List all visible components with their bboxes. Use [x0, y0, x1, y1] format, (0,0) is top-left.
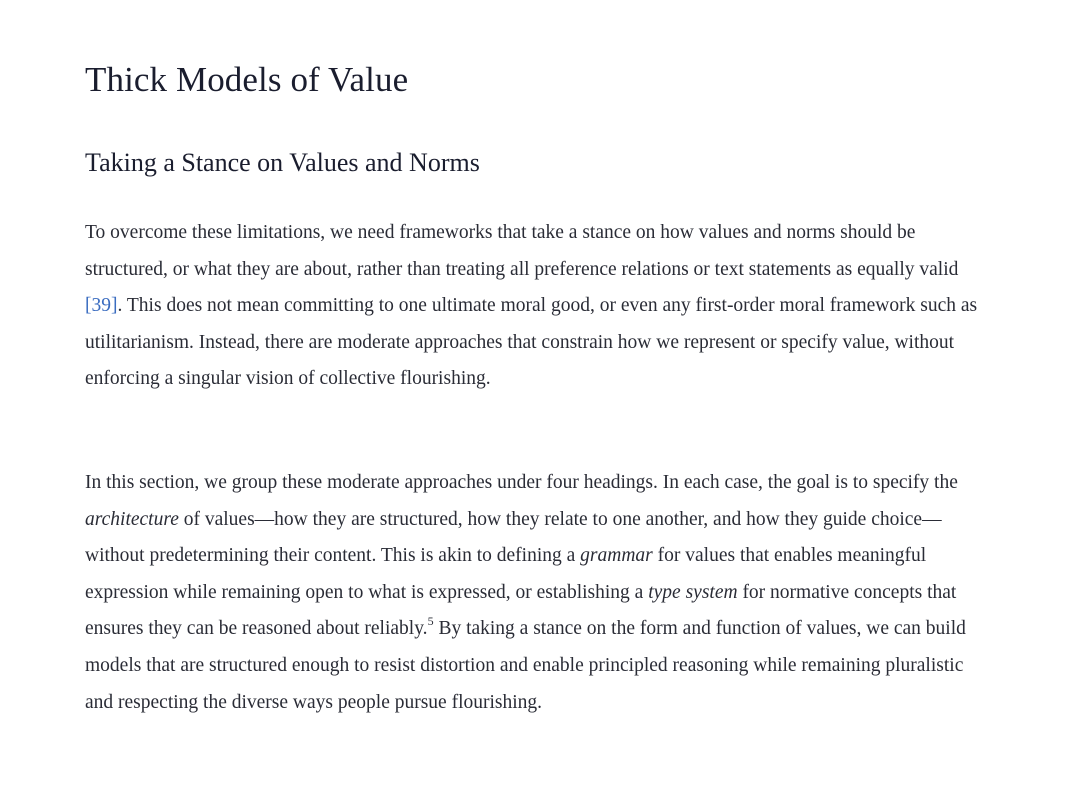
footnote-marker[interactable]: 5: [427, 613, 434, 628]
paragraph-text: for values that enables meaningful expression while remaining open to what is expressed, or establishing a: [85, 545, 927, 603]
paragraph-text: To overcome these limitations, we need frameworks that take a stance on how values and norms should be structured, or what they are about, rather than treating all preference relations or text statements as equally valid: [85, 222, 959, 280]
citation-number: 39: [91, 295, 111, 317]
section-heading: Taking a Stance on Values and Norms: [85, 148, 480, 177]
citation-bracket-close: ]: [111, 295, 118, 317]
paragraph-text: of values—how they are structured, how they relate to one another, and how they guide choice—without predetermining their content. This is akin to defining a: [85, 508, 942, 567]
emphasis-type-system: type system: [648, 581, 738, 603]
citation-link[interactable]: [85, 295, 118, 316]
page-title: Thick Models of Value: [85, 60, 409, 99]
paragraph-text: for normative concepts that ensures they can be reasoned about reliably.: [85, 581, 957, 640]
paragraph-text: In this section, we group these moderate approaches under four headings. In each case, the goal is to specify the: [85, 472, 958, 493]
paragraph-text: By taking a stance on the form and function of values, we can build models that are structured enough to resist distortion and enable principled reasoning while remaining pluralistic and respecting the diverse ways people pursue flourishing.: [85, 618, 966, 713]
paragraph-text: . This does not mean committing to one ultimate moral good, or even any first-order moral framework such as utilitarianism. Instead, there are moderate approaches that constrain how we represent or specify value, without enforcing a singular vision of collective flourishing.: [85, 295, 978, 390]
citation-bracket-open: [: [85, 295, 92, 317]
emphasis-grammar: grammar: [580, 545, 653, 567]
emphasis-architecture: architecture: [85, 508, 179, 530]
paragraph-approaches: [85, 465, 985, 721]
paragraph-intro: [85, 215, 985, 398]
